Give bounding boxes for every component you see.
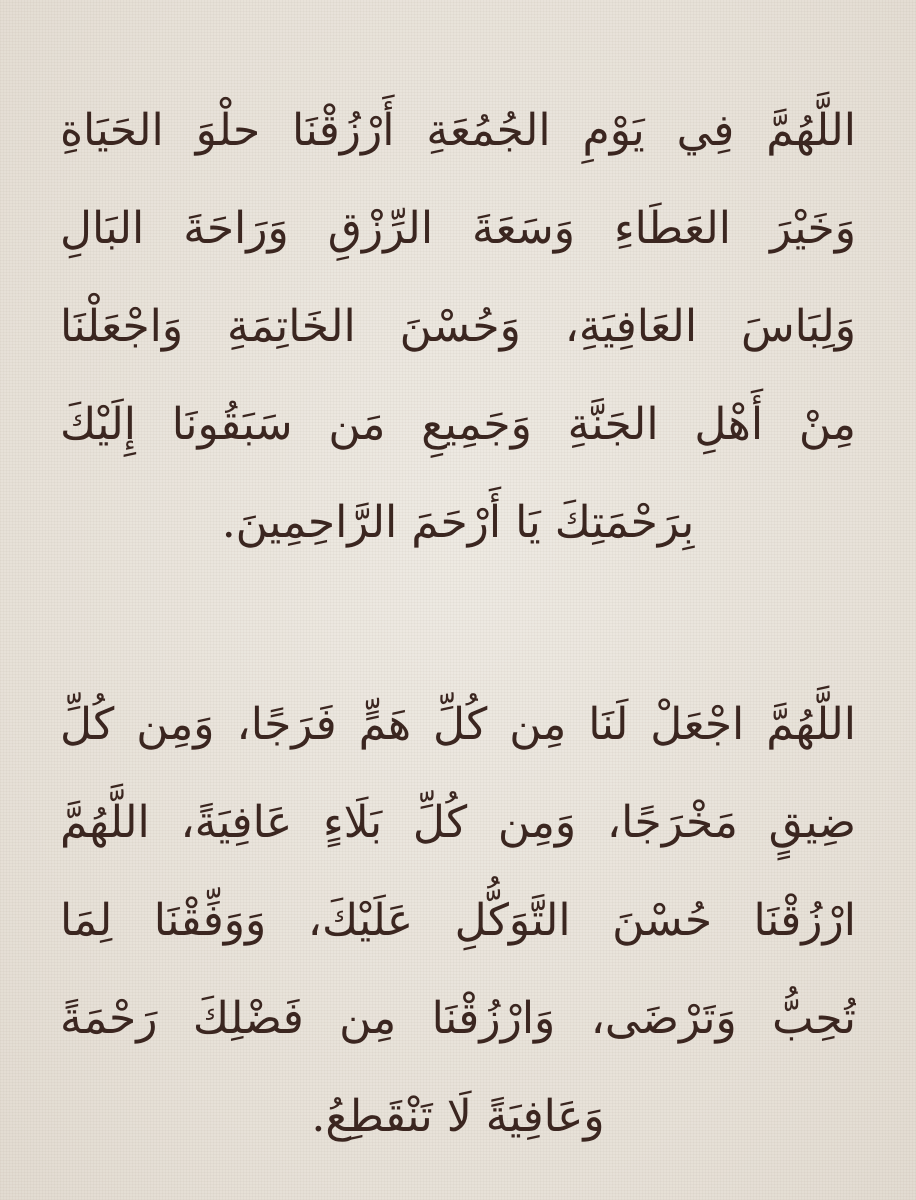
prayer-line: وَلِبَاسَ العَافِيَةِ، وَحُسْنَ الخَاتِمَةِ وَاجْعَلْنَا [60,301,856,352]
prayer-paragraph-relief [60,676,856,1166]
prayer-line: ارْزُقْنَا حُسْنَ التَّوَكُّلِ عَلَيْكَ، وَوَفِّقْنَا لِمَا [60,895,856,946]
prayer-line: مِنْ أَهْلِ الجَنَّةِ وَجَمِيعِ مَن سَبَقُونَا إِلَيْكَ [60,399,856,450]
prayer-line: اللَّهُمَّ فِي يَوْمِ الجُمُعَةِ أَرْزُقْنَا حلْوَ الحَيَاةِ [60,105,856,156]
prayer-line: بِرَحْمَتِكَ يَا أَرْحَمَ الرَّاحِمِينَ. [221,497,695,548]
prayer-line: وَعَافِيَةً لَا تَنْقَطِعُ. [311,1091,605,1142]
prayer-line: وَخَيْرَ العَطَاءِ وَسَعَةَ الرِّزْقِ وَرَاحَةَ البَالِ [60,203,856,254]
prayer-line: اللَّهُمَّ اجْعَلْ لَنَا مِن كُلِّ هَمٍّ فَرَجًا، وَمِن كُلِّ [60,699,856,750]
prayer-line: تُحِبُّ وَتَرْضَى، وَارْزُقْنَا مِن فَضْلِكَ رَحْمَةً [60,993,856,1044]
prayer-line: ضِيقٍ مَخْرَجًا، وَمِن كُلِّ بَلَاءٍ عَافِيَةً، اللَّهُمَّ [60,797,856,848]
prayer-paragraph-friday [60,82,856,572]
